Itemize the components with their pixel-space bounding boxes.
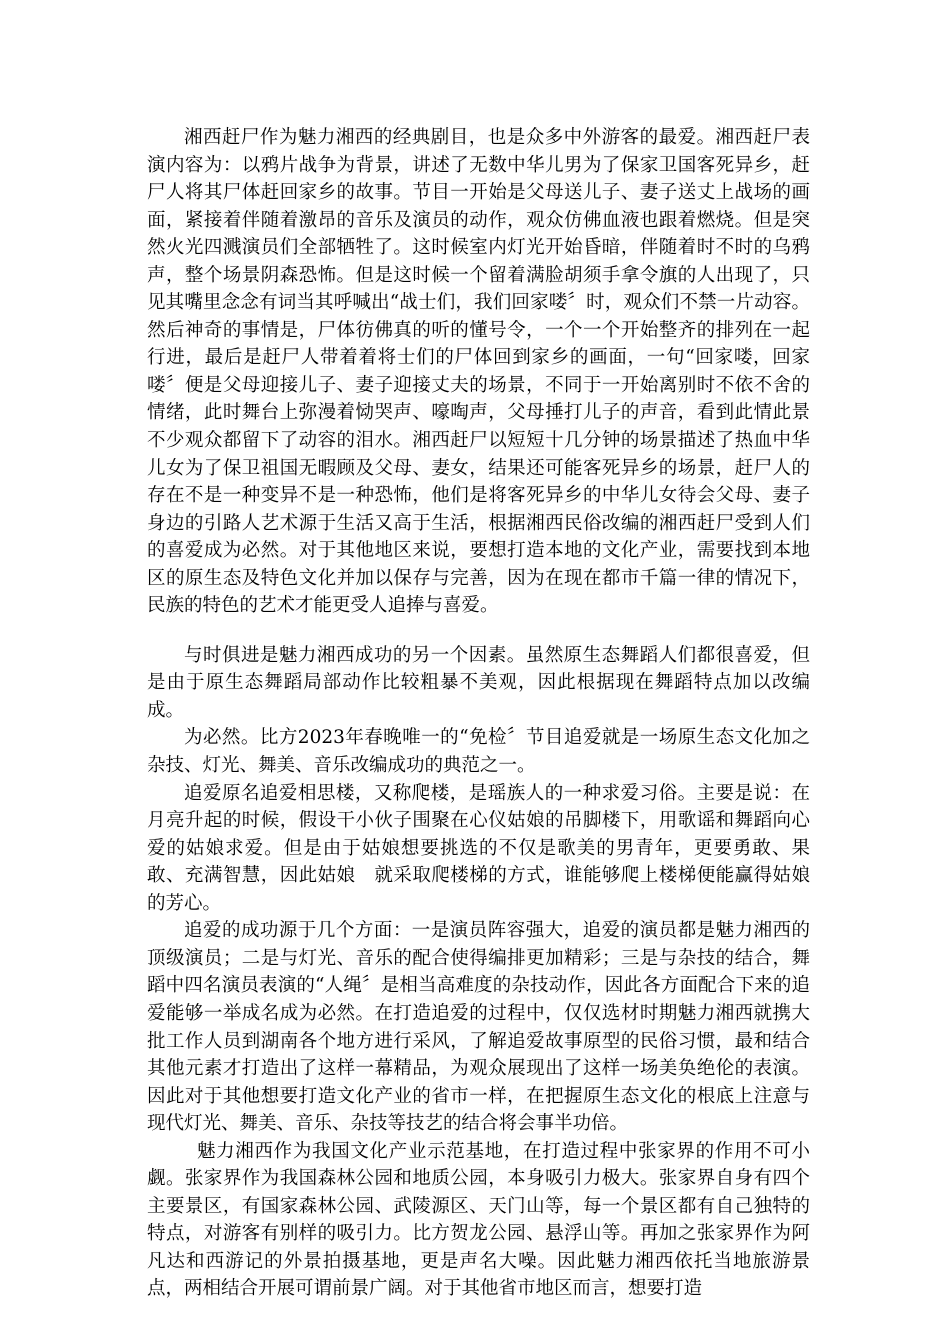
paragraph-xiangxi-corpse-driving: 湘西赶尸作为魅力湘西的经典剧目，也是众多中外游客的最爱。湘西赶尸表演内容为：以鸦片战争为背景，讲述了无数中华儿男为了保家卫国客死异乡，赶尸人将其尸体赶回家乡的故事。节目一开始是父母送儿子、妻子送丈上战场的画面，紧接着伴随着激昂的音乐及演员的动作，观众仿佛血液也跟着燃烧。但是突然火光四溅演员们全部牺牲了。这时候室内灯光开始昏暗，伴随着时不时的乌鸦声，整个场景阴森恐怖。但是这时候一个留着满脸胡须手拿令旗的人出现了，只见其嘴里念念有词当其呼喊出“战士们，我们回家喽〞时，观众们不禁一片动容。然后神奇的事情是，尸体彷佛真的听的懂号令，一个一个开始整齐的排列在一起行进，最后是赶尸人带着着将士们的尸体回到家乡的画面，一句“回家喽，回家喽〞便是父母迎接儿子、妻子迎接丈夫的场景，不同于一开始离别时不依不舍的情绪，此时舞台上弥漫着恸哭声、嚎啕声，父母捶打儿子的声音，看到此情此景不少观众都留下了动容的泪水。湘西赶尸以短短十几分钟的场景描述了热血中华儿女为了保卫祖国无暇顾及父母、妻女，结果还可能客死异乡的场景，赶尸人的存在不是一种变异不是一种恐怖，他们是将客死异乡的中华儿女待会父母、妻子身边的引路人艺术源于生活又高于生活，根据湘西民俗改编的湘西赶尸受到人们的喜爱成为必然。对于其他地区来说，要想打造本地的文化产业，需要找到本地区的原生态及特色文化并加以保存与完善，因为在现在都市千篇一律的情况下，民族的特色的艺术才能更受人追捧与喜爱。 (147, 127, 810, 617)
document-body (147, 124, 810, 1303)
paragraph-zhui-ai-success: 追爱的成功源于几个方面：一是演员阵容强大，追爱的演员都是魅力湘西的顶级演员；二是与灯光、音乐的配合使得编排更加精彩；三是与杂技的结合，舞蹈中四名演员表演的“人绳〞是相当高难度的杂技动作，因此各方面配合下来的追爱能够一举成名成为必然。在打造追爱的过程中，仅仅选材时期魅力湘西就携大批工作人员到湖南各个地方进行采风，了解追爱故事原型的民俗习惯，最和结合其他元素才打造出了这样一幕精品，为观众展现出了这样一场美奂绝伦的表演。因此对于其他想要打造文化产业的省市一样，在把握原生态文化的根底上注意与现代灯光、舞美、音乐、杂技等技艺的结合将会事半功倍。 (147, 920, 810, 1135)
paragraph-spring-gala: 为必然。比方2023年春晚唯一的“免检〞节目追爱就是一场原生态文化加之杂技、灯光、舞美、音乐改编成功的典范之一。 (147, 727, 810, 777)
paragraph-zhangjiajie: 魅力湘西作为我国文化产业示范基地，在打造过程中张家界的作用不可小觑。张家界作为我国森林公园和地质公园，本身吸引力极大。张家界自身有四个主要景区，有国家森林公园、武陵源区、天门山等，每一个景区都有自己独特的特点，对游客有别样的吸引力。比方贺龙公园、悬浮山等。再加之张家界作为阿凡达和西游记的外景拍摄基地，更是声名大噪。因此魅力湘西依托当地旅游景点，两相结合开展可谓前景广阔。对于其他省市地区而言，想要打造 (147, 1140, 810, 1300)
paragraph-keeping-pace: 与时俱进是魅力湘西成功的另一个因素。虽然原生态舞蹈人们都很喜爱，但是由于原生态舞蹈局部动作比较粗暴不美观，因此根据现在舞蹈特点加以改编成。 (147, 644, 810, 721)
paragraph-zhui-ai-origin: 追爱原名追爱相思楼，又称爬楼，是瑶族人的一种求爱习俗。主要是说：在月亮升起的时候，假设干小伙子围聚在心仪姑娘的吊脚楼下，用歌谣和舞蹈向心爱的姑娘求爱。但是由于姑娘想要挑选的不仅是歌美的男青年，更要勇敢、果敢、充满智慧，因此姑娘 就采取爬楼梯的方式，谁能够爬上楼梯便能赢得姑娘的芳心。 (147, 782, 810, 914)
